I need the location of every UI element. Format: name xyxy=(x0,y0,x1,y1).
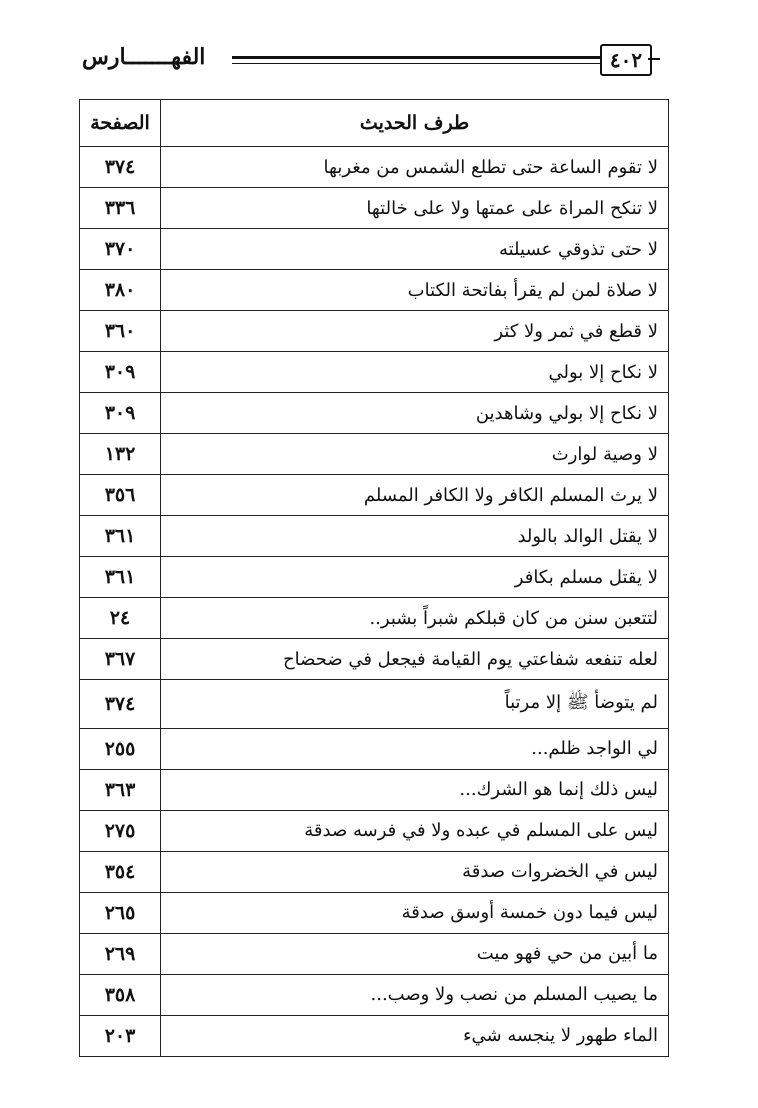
hadith-index-table xyxy=(79,99,669,1057)
hadith-text: لا يرث المسلم الكافر ولا الكافر المسلم xyxy=(161,475,669,516)
hadith-text: لا يقتل مسلم بكافر xyxy=(161,557,669,598)
page-ref: ٣٥٦ xyxy=(80,475,161,516)
table-header-row xyxy=(80,100,669,147)
page-ref: ٣٥٨ xyxy=(80,974,161,1015)
page-ref: ٣٧٤ xyxy=(80,147,161,188)
hadith-text: لا تنكح المراة على عمتها ولا على خالتها xyxy=(161,188,669,229)
table-row xyxy=(80,892,669,933)
page-ref: ٣٠٩ xyxy=(80,393,161,434)
table-row xyxy=(80,680,669,728)
table-row xyxy=(80,810,669,851)
page-number-tail xyxy=(648,58,660,60)
table-row xyxy=(80,188,669,229)
hadith-text: ليس على المسلم في عبده ولا في فرسه صدقة xyxy=(161,810,669,851)
page-header xyxy=(0,0,758,90)
header-rule-thin xyxy=(232,63,600,64)
page-ref: ٢٦٩ xyxy=(80,933,161,974)
table-row xyxy=(80,229,669,270)
page-ref: ٢٦٥ xyxy=(80,892,161,933)
hadith-text: الماء طهور لا ينجسه شيء xyxy=(161,1015,669,1056)
running-title: الفهـــــــارس xyxy=(82,44,206,70)
table-row xyxy=(80,851,669,892)
hadith-text: ليس فيما دون خمسة أوسق صدقة xyxy=(161,892,669,933)
table-row xyxy=(80,728,669,769)
page-ref: ٢٤ xyxy=(80,598,161,639)
hadith-text: لا يقتل الوالد بالولد xyxy=(161,516,669,557)
column-header-hadith: طرف الحديث xyxy=(161,100,669,147)
hadith-text: لتتعبن سنن من كان قبلكم شبراً بشبر.. xyxy=(161,598,669,639)
hadith-text: لا وصية لوارث xyxy=(161,434,669,475)
page-ref: ٢٧٥ xyxy=(80,810,161,851)
page-ref: ٢٥٥ xyxy=(80,728,161,769)
table-row xyxy=(80,393,669,434)
page-ref: ٣٦١ xyxy=(80,557,161,598)
page-ref: ٣٦٧ xyxy=(80,639,161,680)
page-ref: ١٣٢ xyxy=(80,434,161,475)
header-rule xyxy=(232,56,600,68)
hadith-text: لعله تنفعه شفاعتي يوم القيامة فيجعل في ضحضاح xyxy=(161,639,669,680)
hadith-text: لا صلاة لمن لم يقرأ بفاتحة الكتاب xyxy=(161,270,669,311)
page-ref: ٣٨٠ xyxy=(80,270,161,311)
hadith-text: لي الواجد ظلم... xyxy=(161,728,669,769)
table-row xyxy=(80,598,669,639)
hadith-text: لا نكاح إلا بولي وشاهدين xyxy=(161,393,669,434)
hadith-text: ليس ذلك إنما هو الشرك... xyxy=(161,769,669,810)
table-row xyxy=(80,933,669,974)
page-number: ٤٠٢ xyxy=(600,44,652,76)
table-row xyxy=(80,557,669,598)
page-ref: ٣٧٤ xyxy=(80,680,161,728)
hadith-text: لا تقوم الساعة حتى تطلع الشمس من مغربها xyxy=(161,147,669,188)
hadith-text: لا حتى تذوقي عسيلته xyxy=(161,229,669,270)
page-ref: ٣٦١ xyxy=(80,516,161,557)
table-row xyxy=(80,475,669,516)
table-row xyxy=(80,1015,669,1056)
hadith-text: لا نكاح إلا بولي xyxy=(161,352,669,393)
page-ref: ٢٠٣ xyxy=(80,1015,161,1056)
page-ref: ٣٣٦ xyxy=(80,188,161,229)
table-row xyxy=(80,434,669,475)
hadith-text: ما أبين من حي فهو ميت xyxy=(161,933,669,974)
table-row xyxy=(80,270,669,311)
header-rule-thick xyxy=(232,56,600,59)
table-row xyxy=(80,769,669,810)
hadith-text: ما يصيب المسلم من نصب ولا وصب... xyxy=(161,974,669,1015)
hadith-text: لم يتوضأ ﷺ إلا مرتباً xyxy=(161,680,669,728)
page-ref: ٣٦٣ xyxy=(80,769,161,810)
table-row xyxy=(80,639,669,680)
column-header-page: الصفحة xyxy=(80,100,161,147)
page-ref: ٣٥٤ xyxy=(80,851,161,892)
table-row xyxy=(80,352,669,393)
table-row xyxy=(80,311,669,352)
hadith-text: ليس في الخضروات صدقة xyxy=(161,851,669,892)
page-ref: ٣٧٠ xyxy=(80,229,161,270)
table-row xyxy=(80,974,669,1015)
page-ref: ٣٠٩ xyxy=(80,352,161,393)
table-row xyxy=(80,516,669,557)
table-row xyxy=(80,147,669,188)
page-ref: ٣٦٠ xyxy=(80,311,161,352)
hadith-text: لا قطع في ثمر ولا كثر xyxy=(161,311,669,352)
